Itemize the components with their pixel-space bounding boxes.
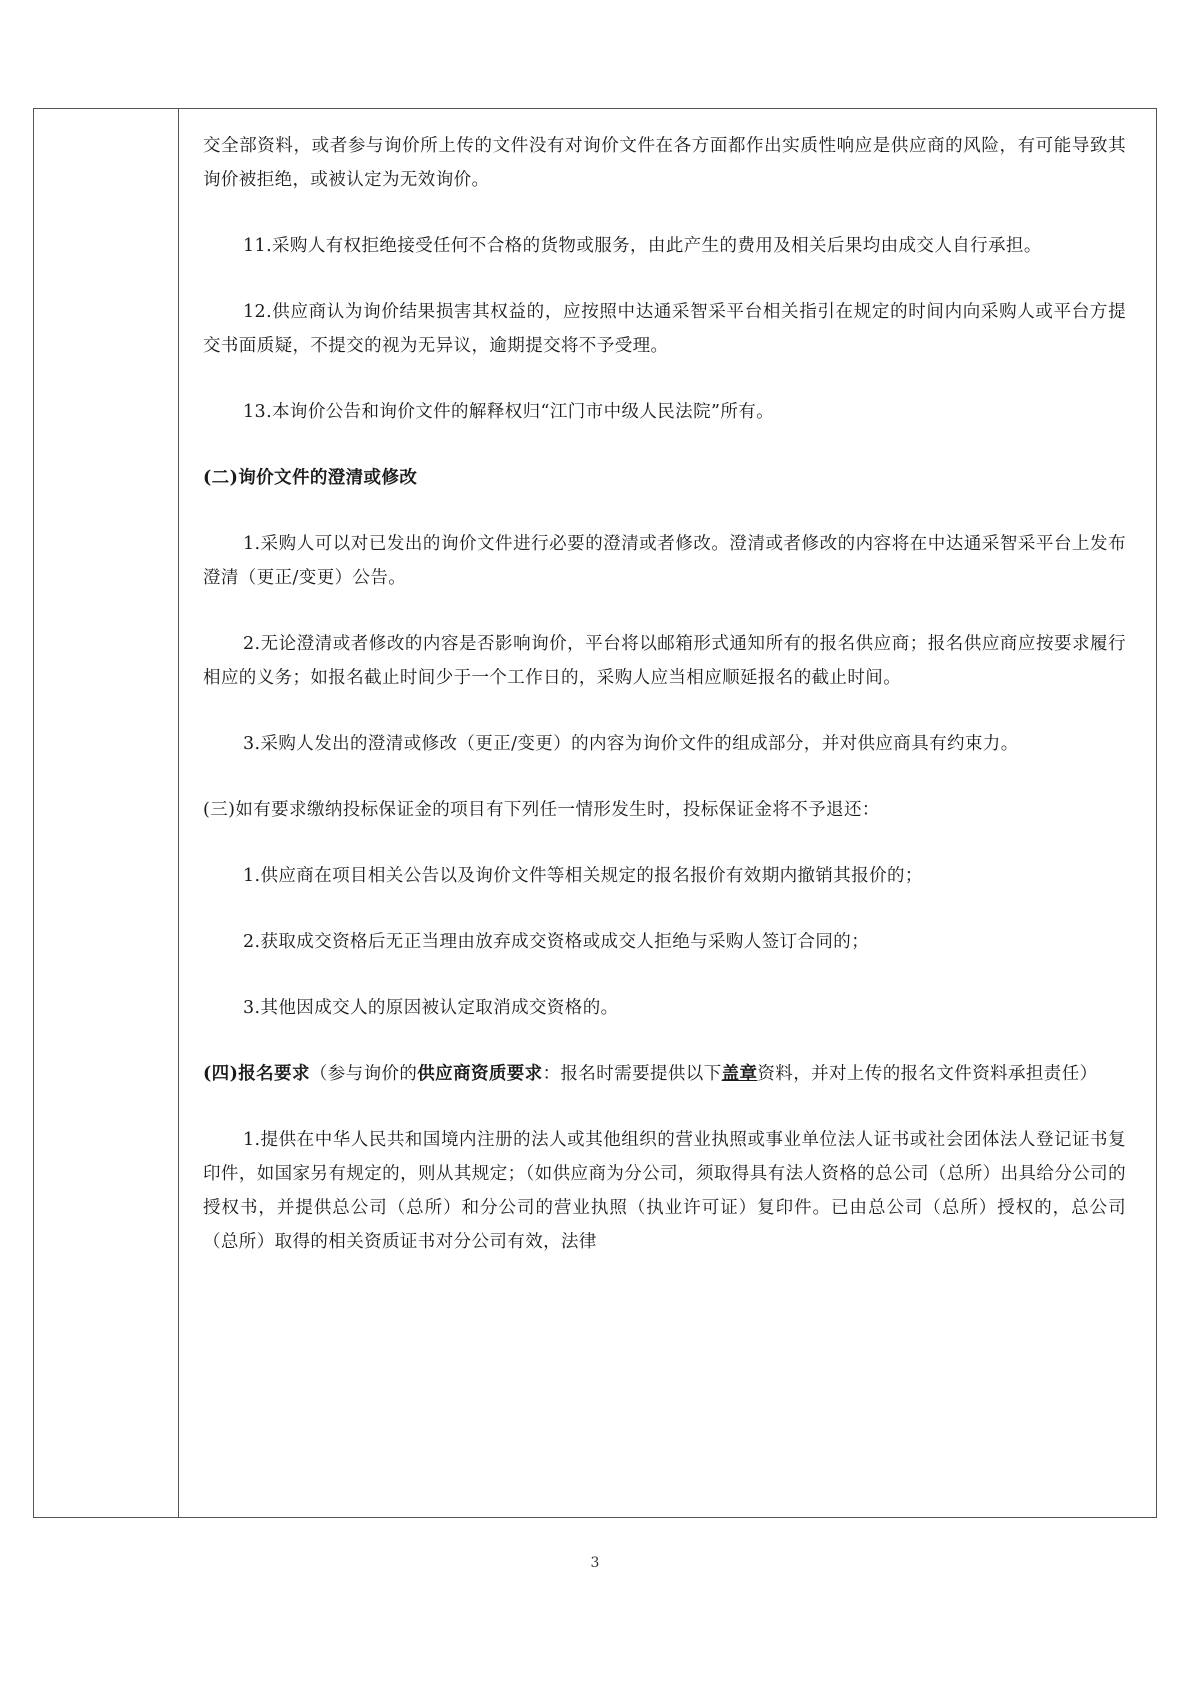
section-2-item-3: 3.采购人发出的澄清或修改（更正/变更）的内容为询价文件的组成部分，并对供应商具有约束力。 [243, 734, 1019, 754]
table-left-column [34, 109, 179, 1517]
section-4-item-1: 1.提供在中华人民共和国境内注册的法人或其他组织的营业执照或事业单位法人证书或社会团体法人登记证书复印件，如国家另有规定的，则从其规定；（如供应商为分公司，须取得具有法人资格的总公司（总所）出具给分公司的授权书，并提供总公司（总所）和分公司的营业执照（执业许可证）复印件。已由总公司（总所）授权的，总公司（总所）取得的相关资质证书对分公司有效，法律 [203, 1130, 1126, 1252]
section-4-note-part2: ：报名时需要提供以下 [542, 1064, 722, 1084]
section-3-item-3: 3.其他因成交人的原因被认定取消成交资格的。 [243, 998, 619, 1018]
section-3-heading: (三)如有要求缴纳投标保证金的项目有下列任一情形发生时，投标保证金将不予退还： [203, 800, 880, 820]
section-2-heading: (二)询价文件的澄清或修改 [203, 468, 418, 488]
section-4-heading [203, 1057, 1126, 1091]
page-number: 3 [590, 1555, 600, 1571]
content-table [33, 108, 1157, 1518]
section-4-seal: 盖章 [721, 1064, 758, 1084]
section-4-title: (四)报名要求 [203, 1064, 310, 1084]
table-right-column [179, 109, 1156, 1517]
section-3-item-1: 1.供应商在项目相关公告以及询价文件等相关规定的报名报价有效期内撤销其报价的； [243, 866, 923, 886]
paragraph-item-13: 13.本询价公告和询价文件的解释权归“江门市中级人民法院”所有。 [243, 402, 775, 422]
section-4-qualification: 供应商资质要求 [417, 1064, 543, 1084]
section-4-note-part1: （参与询价的 [309, 1064, 418, 1084]
paragraph-item-12: 12.供应商认为询价结果损害其权益的，应按照中达通采智采平台相关指引在规定的时间内向采购人或平台方提交书面质疑，不提交的视为无异议，逾期提交将不予受理。 [203, 302, 1126, 356]
section-2-item-1: 1.采购人可以对已发出的询价文件进行必要的澄清或者修改。澄清或者修改的内容将在中达通采智采平台上发布澄清（更正/变更）公告。 [203, 534, 1126, 588]
paragraph-risk: 交全部资料，或者参与询价所上传的文件没有对询价文件在各方面都作出实质性响应是供应商的风险，有可能导致其询价被拒绝，或被认定为无效询价。 [203, 136, 1126, 190]
section-2-item-2: 2.无论澄清或者修改的内容是否影响询价，平台将以邮箱形式通知所有的报名供应商；报名供应商应按要求履行相应的义务；如报名截止时间少于一个工作日的，采购人应当相应顺延报名的截止时间。 [203, 634, 1126, 688]
paragraph-item-11: 11.采购人有权拒绝接受任何不合格的货物或服务，由此产生的费用及相关后果均由成交人自行承担。 [243, 236, 1042, 256]
section-4-note-part3: 资料，并对上传的报名文件资料承担责任） [757, 1064, 1098, 1084]
section-3-item-2: 2.获取成交资格后无正当理由放弃成交资格或成交人拒绝与采购人签订合同的； [243, 932, 870, 952]
